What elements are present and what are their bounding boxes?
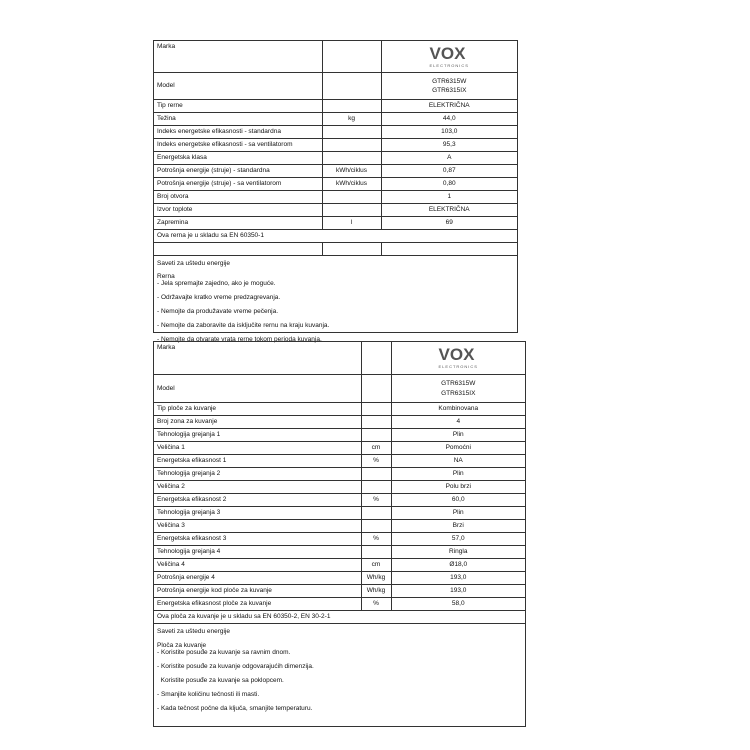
- tip-item: - Kada tečnost počne da ključa, smanjite temperaturu.: [157, 705, 313, 712]
- tip-item: Koristite posuđe za kuvanje sa poklopcem.: [157, 677, 284, 684]
- spec-row: [154, 165, 517, 178]
- spec-value: 60,0: [391, 494, 525, 507]
- spec-value: 0,80: [381, 178, 517, 191]
- spec-row: [154, 416, 525, 429]
- spec-unit: [322, 100, 381, 113]
- spec-label: Potrošnja energije 4: [154, 572, 361, 585]
- spec-row: [154, 126, 517, 139]
- spec-label: Energetska efikasnost ploče za kuvanje: [154, 598, 361, 611]
- spec-value: ELEKTRIČNA: [381, 100, 517, 113]
- vox-logo-subtext: ELECTRONICS: [429, 63, 469, 68]
- spec-row: [154, 442, 525, 455]
- spec-row: [154, 494, 525, 507]
- spec-unit: [361, 429, 391, 442]
- spec-row: [154, 585, 525, 598]
- spec-row: [154, 507, 525, 520]
- spec-unit: [361, 481, 391, 494]
- spec-label: Indeks energetske efikasnosti - standardna: [154, 126, 322, 139]
- spec-label: Tip rerne: [154, 100, 322, 113]
- brand-label: Marka: [154, 41, 322, 73]
- spec-unit: [322, 126, 381, 139]
- compliance-note: Ova rerna je u skladu sa EN 60350-1: [154, 230, 517, 243]
- spec-value: 1: [381, 191, 517, 204]
- spec-value: 44,0: [381, 113, 517, 126]
- spec-value: NA: [391, 455, 525, 468]
- spec-unit: [361, 416, 391, 429]
- spec-unit: %: [361, 494, 391, 507]
- spec-label: Tip ploče za kuvanje: [154, 403, 361, 416]
- spec-unit: [361, 546, 391, 559]
- spec-label: Potrošnja energije kod ploče za kuvanje: [154, 585, 361, 598]
- spec-row: [154, 113, 517, 126]
- spec-value: 4: [391, 416, 525, 429]
- energy-tips: [154, 624, 525, 723]
- spec-unit: kg: [322, 113, 381, 126]
- spec-unit: [322, 191, 381, 204]
- spec-row: [154, 559, 525, 572]
- spec-row: [154, 455, 525, 468]
- spec-unit: cm: [361, 559, 391, 572]
- spec-row: [154, 546, 525, 559]
- spec-label: Tehnologija grejanja 1: [154, 429, 361, 442]
- spec-row: [154, 139, 517, 152]
- spec-value: Ringla: [391, 546, 525, 559]
- spec-value: Brzi: [391, 520, 525, 533]
- spec-unit: %: [361, 598, 391, 611]
- spec-row: [154, 533, 525, 546]
- spec-unit: [361, 403, 391, 416]
- spec-row: [154, 520, 525, 533]
- spec-row: [154, 572, 525, 585]
- model-label: Model: [154, 73, 322, 100]
- spec-label: Veličina 3: [154, 520, 361, 533]
- spec-unit: Wh/kg: [361, 585, 391, 598]
- model-label: Model: [154, 375, 361, 403]
- spec-unit: [361, 507, 391, 520]
- spec-value: 95,3: [381, 139, 517, 152]
- spec-label: Veličina 4: [154, 559, 361, 572]
- tip-item: - Nemojte da zaboravite da isključite rernu na kraju kuvanja.: [157, 322, 330, 329]
- spec-unit: Wh/kg: [361, 572, 391, 585]
- vox-logo: [385, 41, 515, 72]
- compliance-note: Ova ploča za kuvanje je u skladu sa EN 60350-2, EN 30-2-1: [154, 611, 525, 624]
- spec-row: [154, 468, 525, 481]
- tips-subheading: Rerna: [157, 273, 175, 280]
- spec-row: [154, 217, 517, 230]
- spec-value: Pomoćni: [391, 442, 525, 455]
- spec-value: 0,87: [381, 165, 517, 178]
- energy-tips: [154, 256, 517, 354]
- spec-label: Tehnologija grejanja 4: [154, 546, 361, 559]
- spec-label: Energetska efikasnost 3: [154, 533, 361, 546]
- spec-value: 193,0: [391, 572, 525, 585]
- spec-unit: cm: [361, 442, 391, 455]
- tip-item: - Koristite posuđe za kuvanje odgovarajućih dimenzija.: [157, 663, 314, 670]
- spec-row: [154, 403, 525, 416]
- spec-value: Plin: [391, 468, 525, 481]
- spec-value: Plin: [391, 429, 525, 442]
- spec-value: Kombinovana: [391, 403, 525, 416]
- spec-label: Veličina 1: [154, 442, 361, 455]
- tips-subheading: Ploča za kuvanje: [157, 642, 207, 649]
- spec-label: Izvor toplote: [154, 204, 322, 217]
- vox-logo-subtext: ELECTRONICS: [438, 364, 478, 369]
- spec-row: [154, 429, 525, 442]
- spec-label: Energetska efikasnost 2: [154, 494, 361, 507]
- spec-unit: [361, 520, 391, 533]
- spec-label: Tehnologija grejanja 2: [154, 468, 361, 481]
- tip-item: - Koristite posuđe za kuvanje sa ravnim dnom.: [157, 649, 291, 656]
- spec-unit: [322, 204, 381, 217]
- oven-spec-sheet: [153, 40, 518, 343]
- spec-value: 58,0: [391, 598, 525, 611]
- tip-item: - Nemojte da produžavate vreme pečenja.: [157, 308, 279, 315]
- spec-unit: %: [361, 455, 391, 468]
- spec-value: 69: [381, 217, 517, 230]
- spec-label: Veličina 2: [154, 481, 361, 494]
- model-values: GTR6315W GTR6315IX: [381, 73, 517, 100]
- spec-row: [154, 100, 517, 113]
- tips-heading: Saveti za uštedu energije: [157, 628, 230, 635]
- spec-unit: [361, 468, 391, 481]
- vox-logo-text: VOX: [429, 44, 466, 63]
- spec-unit: kWh/ciklus: [322, 178, 381, 191]
- model-values: GTR6315W GTR6315IX: [391, 375, 525, 403]
- tip-item: - Jela spremajte zajedno, ako je moguće.: [157, 280, 276, 287]
- spec-row: [154, 178, 517, 191]
- tip-item: - Održavajte kratko vreme predzagrevanja.: [157, 294, 281, 301]
- spec-label: Potrošnja energije (struje) - sa ventilatorom: [154, 178, 322, 191]
- spec-label: Broj otvora: [154, 191, 322, 204]
- spec-row: [154, 204, 517, 217]
- spec-unit: [322, 152, 381, 165]
- tip-item: - Nemojte da otvarate vrata rerne tokom perioda kuvanja.: [157, 336, 322, 343]
- spec-value: Ø18,0: [391, 559, 525, 572]
- spec-value: 103,0: [381, 126, 517, 139]
- spec-unit: %: [361, 533, 391, 546]
- spec-value: ELEKTRIČNA: [381, 204, 517, 217]
- brand-label: Marka: [154, 342, 361, 375]
- spec-value: Plin: [391, 507, 525, 520]
- spec-value: 193,0: [391, 585, 525, 598]
- vox-logo-text: VOX: [438, 345, 475, 364]
- spec-label: Indeks energetske efikasnosti - sa ventilatorom: [154, 139, 322, 152]
- spec-label: Energetska efikasnost 1: [154, 455, 361, 468]
- oven-spec-table: [154, 41, 517, 256]
- spec-unit: kWh/ciklus: [322, 165, 381, 178]
- vox-logo: [395, 342, 523, 373]
- spec-label: Energetska klasa: [154, 152, 322, 165]
- tip-item: - Smanjite količinu tečnosti ili masti.: [157, 691, 260, 698]
- spec-row: [154, 598, 525, 611]
- spec-label: Potrošnja energije (struje) - standardna: [154, 165, 322, 178]
- tips-heading: Saveti za uštedu energije: [157, 260, 230, 267]
- spec-row: [154, 481, 525, 494]
- hob-spec-table: [154, 342, 525, 624]
- spec-row: [154, 191, 517, 204]
- spec-value: Polu brzi: [391, 481, 525, 494]
- hob-spec-sheet: [153, 341, 526, 727]
- spec-row: [154, 152, 517, 165]
- spec-unit: l: [322, 217, 381, 230]
- spec-unit: [322, 139, 381, 152]
- spec-label: Zapremina: [154, 217, 322, 230]
- spec-value: A: [381, 152, 517, 165]
- spec-label: Težina: [154, 113, 322, 126]
- spec-label: Tehnologija grejanja 3: [154, 507, 361, 520]
- spec-label: Broj zona za kuvanje: [154, 416, 361, 429]
- spec-value: 57,0: [391, 533, 525, 546]
